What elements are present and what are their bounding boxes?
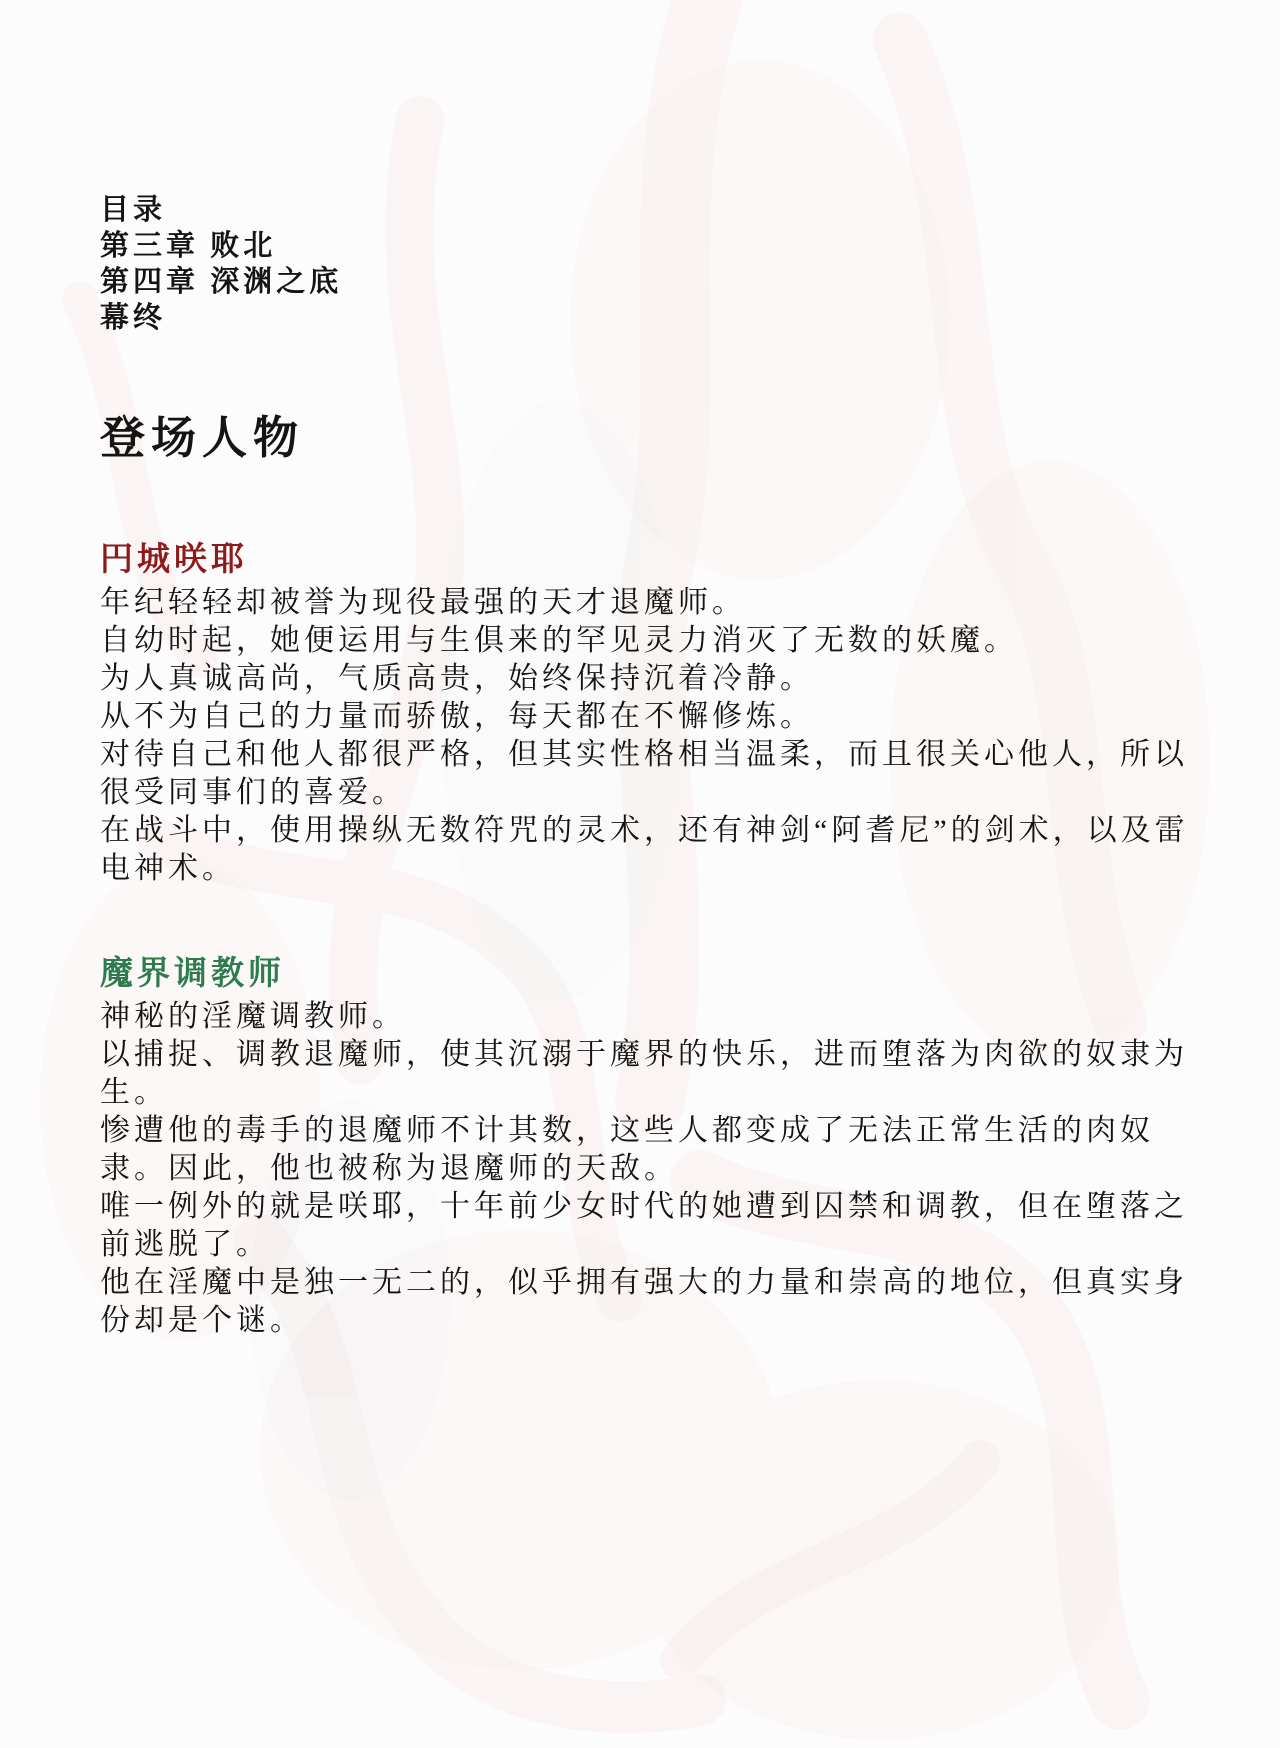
character-description-line: 年纪轻轻却被誉为现役最强的天才退魔师。 — [100, 586, 746, 619]
toc-item-chapter-3: 第三章 败北 — [100, 230, 277, 262]
character-description-line: 在战斗中，使用操纵无数符咒的灵术，还有神剑“阿耆尼”的剑术，以及雷电神术。 — [100, 814, 1189, 885]
character-description-line: 以捕捉、调教退魔师，使其沉溺于魔界的快乐，进而堕落为肉欲的奴隶为生。 — [100, 1038, 1188, 1109]
document-content — [100, 192, 1190, 1340]
character-profile-makai-trainer — [100, 954, 1190, 1340]
toc-title: 目录 — [100, 194, 167, 226]
section-heading-characters: 登场人物 — [100, 413, 305, 463]
character-description-line: 自幼时起，她便运用与生俱来的罕见灵力消灭了无数的妖魔。 — [100, 624, 1018, 657]
character-description-line: 为人真诚高尚，气质高贵，始终保持沉着冷静。 — [100, 662, 814, 695]
toc-item-chapter-4: 第四章 深渊之底 — [100, 266, 343, 298]
toc-item-finale: 幕终 — [100, 302, 167, 334]
character-description-line: 神秘的淫魔调教师。 — [100, 1000, 406, 1033]
character-description-line: 对待自己和他人都很严格，但其实性格相当温柔，而且很关心他人，所以很受同事们的喜爱。 — [100, 738, 1188, 809]
character-description-line: 唯一例外的就是咲耶，十年前少女时代的她遭到囚禁和调教，但在堕落之前逃脱了。 — [100, 1190, 1188, 1261]
character-name-sakuya: 円城咲耶 — [100, 542, 248, 578]
character-description-line: 惨遭他的毒手的退魔师不计其数，这些人都变成了无法正常生活的肉奴隶。因此，他也被称为退魔师的天敌。 — [100, 1114, 1154, 1185]
character-profile-sakuya — [100, 540, 1190, 888]
table-of-contents — [100, 192, 1190, 336]
character-description-line: 从不为自己的力量而骄傲，每天都在不懈修炼。 — [100, 700, 814, 733]
character-name-makai-trainer: 魔界调教师 — [100, 956, 285, 992]
character-description-line: 他在淫魔中是独一无二的，似乎拥有强大的力量和崇高的地位，但真实身份却是个谜。 — [100, 1266, 1188, 1337]
